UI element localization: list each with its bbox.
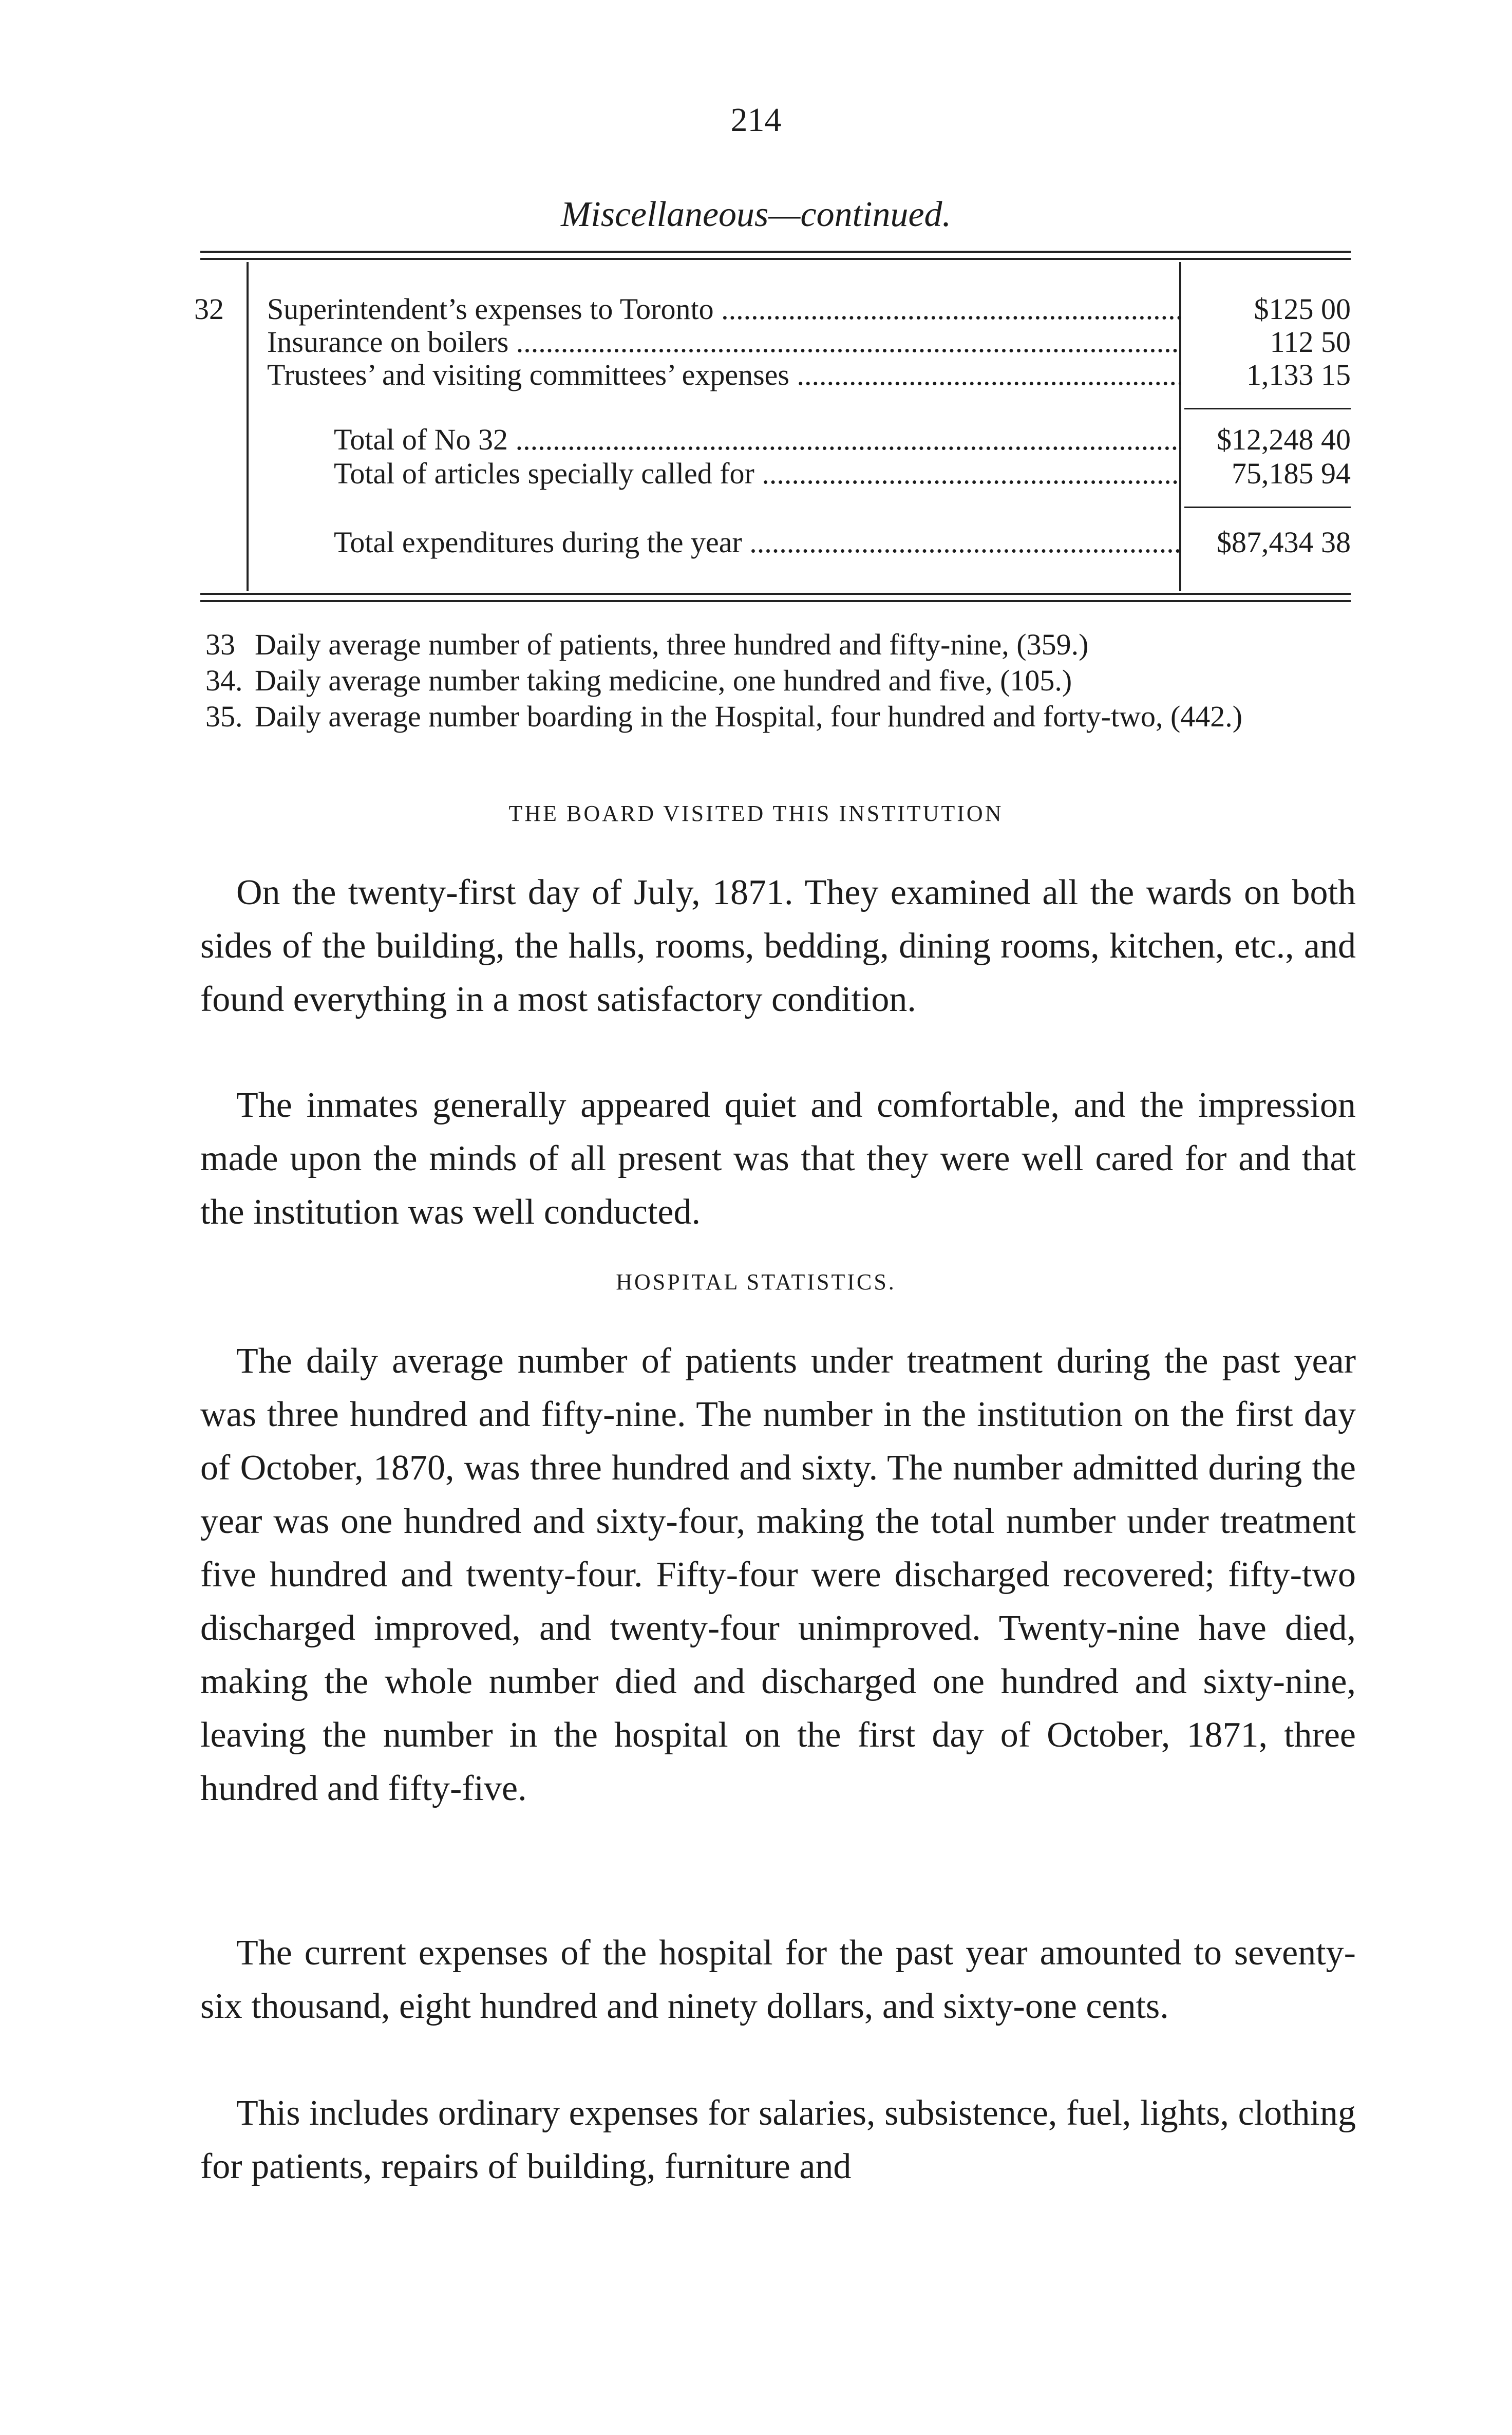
table-top-rule-2	[200, 258, 1351, 260]
row-label: Trustees’ and visiting committees’ expenses .....	[267, 359, 1181, 391]
list-item	[205, 627, 1356, 663]
grand-total-label: Total expenditures during the year .....	[334, 526, 1181, 559]
table-left-column-rule	[247, 262, 249, 591]
body-paragraph: The current expenses of the hospital for the past year amounted to seventy-six thousand, eight hundred and ninety dollars, and sixty-one cents.	[200, 1933, 1356, 2026]
total-amount: $12,248 40	[1217, 423, 1351, 456]
body-paragraph: The daily average number of patients under treatment during the past year was three hundred and fifty-nine. The number in the institution on the first day of October, 1870, was three hundred and sixty. The number admitted during the year was one hundred and sixty-four, making the total number under treatment five hundred and twenty-four. Fifty-four were discharged recovered; fifty-two discharged improved, and twenty-four unimproved. Twenty-nine have died, making the whole number died and discharged one hundred and sixty-nine, leaving the number in the hospital on the first day of October, 1871, three hundred and fifty-five.	[200, 1341, 1356, 1808]
row-label: Superintendent’s expenses to Toronto .....	[267, 293, 1181, 326]
page-number: 214	[730, 101, 782, 139]
total-label: Total of articles specially called for .....	[334, 457, 1181, 490]
section-heading: THE BOARD VISITED THIS INSTITUTION	[508, 801, 1004, 826]
grand-total-rule	[1184, 507, 1351, 508]
list-item-text: Daily average number of patients, three hundred and fifty-nine, (359.)	[255, 628, 1089, 661]
list-item	[205, 699, 1356, 735]
row-amount: $125 00	[1254, 292, 1351, 326]
section-subheading	[0, 194, 1512, 235]
body-paragraph: On the twenty-first day of July, 1871. They examined all the wards on both sides of the building, the halls, rooms, bedding, dining rooms, kitchen, etc., and found everything in a most satisfactory condition.	[200, 873, 1356, 1019]
numbered-notes	[205, 627, 1356, 735]
total-amount: 75,185 94	[1232, 457, 1351, 490]
row-amount: 112 50	[1270, 325, 1351, 359]
list-item-text: Daily average number taking medicine, one hundred and five, (105.)	[255, 664, 1072, 697]
body-paragraph: The inmates generally appeared quiet and comfortable, and the impression made upon the minds of all present was that they were well cared for and that the institution was well conducted.	[200, 1085, 1356, 1232]
grand-total-amount: $87,434 38	[1217, 526, 1351, 559]
table-top-rule-1	[200, 251, 1351, 253]
list-item-number: 34.	[205, 664, 243, 697]
table-bottom-rule-2	[200, 600, 1351, 602]
list-item-number: 35.	[205, 700, 243, 733]
list-item-text: Daily average number boarding in the Hospital, four hundred and forty-two, (442.)	[255, 700, 1243, 733]
table-item-number: 32	[194, 292, 224, 326]
list-item	[205, 663, 1356, 699]
row-amount: 1,133 15	[1246, 358, 1351, 391]
section-heading: HOSPITAL STATISTICS.	[616, 1269, 896, 1295]
total-label: Total of No 32 .....	[334, 423, 1181, 456]
subheading-text: Miscellaneous—continued.	[560, 195, 952, 234]
body-paragraph: This includes ordinary expenses for salaries, subsistence, fuel, lights, clothing for patients, repairs of building, furniture and	[200, 2093, 1356, 2186]
row-label: Insurance on boilers .....	[267, 326, 1181, 359]
table-bottom-rule-1	[200, 593, 1351, 595]
list-item-number: 33	[205, 628, 235, 661]
subtotal-rule	[1184, 408, 1351, 409]
